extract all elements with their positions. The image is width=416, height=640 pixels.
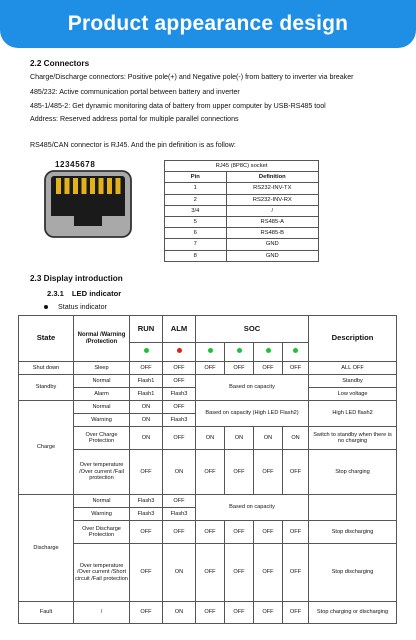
alm-header: ALM (163, 316, 196, 343)
soc-cell: OFF (283, 362, 309, 375)
alm-cell: Flash3 (163, 508, 196, 521)
mode-cell: Over temperature /Over current /Fail protection (74, 450, 130, 495)
description-cell: Low voltage (309, 388, 397, 401)
run-cell: ON (130, 427, 163, 450)
mode-cell: Over Discharge Protection (74, 521, 130, 544)
rj45-pin-numbers: 12345678 (55, 160, 96, 169)
alm-led-icon (177, 348, 182, 353)
state-cell: Shut down (19, 362, 74, 375)
soc-cell: OFF (196, 602, 225, 624)
alm-cell: OFF (163, 375, 196, 388)
description-cell-empty (309, 495, 397, 521)
soc-cell: Based on capacity (196, 375, 309, 401)
table-row (19, 427, 397, 450)
run-cell: OFF (130, 362, 163, 375)
subheading-number: 2.3.1 (47, 289, 64, 298)
alm-cell: OFF (163, 362, 196, 375)
soc-cell: OFF (225, 521, 254, 544)
soc-cell: OFF (196, 544, 225, 602)
soc-cell: ON (283, 427, 309, 450)
soc-led-icon (208, 348, 213, 353)
alm-cell: ON (163, 544, 196, 602)
soc-led-cell (196, 343, 225, 362)
soc-cell: OFF (254, 450, 283, 495)
pin-definition: GND (226, 239, 318, 250)
run-cell: ON (130, 401, 163, 414)
led-indicator-subheading (47, 289, 121, 298)
alm-cell: OFF (163, 495, 196, 508)
alm-cell: OFF (163, 521, 196, 544)
run-cell: ON (130, 414, 163, 427)
bullet-text: Status indicator (58, 303, 107, 311)
run-led-cell (130, 343, 163, 362)
pin-number: 6 (165, 228, 227, 239)
soc-cell: OFF (196, 450, 225, 495)
state-cell: Fault (19, 602, 74, 624)
definition-header: Definition (226, 172, 318, 183)
mode-cell: Warning (74, 508, 130, 521)
soc-led-icon (266, 348, 271, 353)
rj45-socket-icon (44, 170, 132, 238)
mode-cell: Normal (74, 375, 130, 388)
description-header: Description (309, 316, 397, 362)
alm-cell: ON (163, 602, 196, 624)
rj45-note: RS485/CAN connector is RJ45. And the pin definition is as follow: (30, 141, 236, 149)
run-header: RUN (130, 316, 163, 343)
table-row (19, 521, 397, 544)
soc-led-icon (237, 348, 242, 353)
soc-cell: OFF (225, 362, 254, 375)
pin-definition: RS232-INV-TX (226, 183, 318, 194)
soc-cell: OFF (283, 450, 309, 495)
pin-definition: GND (226, 250, 318, 261)
soc-cell: OFF (254, 521, 283, 544)
pin-number: 7 (165, 239, 227, 250)
table-row (19, 544, 397, 602)
soc-cell: OFF (225, 544, 254, 602)
display-heading: 2.3 Display introduction (30, 274, 123, 283)
state-cell: Standby (19, 375, 74, 401)
pin-header: Pin (165, 172, 227, 183)
description-cell: Stop charging or discharging (309, 602, 397, 624)
soc-cell: OFF (283, 521, 309, 544)
run-cell: OFF (130, 602, 163, 624)
run-cell: Flash1 (130, 375, 163, 388)
pin-number: 3/4 (165, 205, 227, 216)
mode-cell: Normal (74, 495, 130, 508)
table-row (19, 375, 397, 388)
soc-cell: OFF (254, 544, 283, 602)
led-status-table (18, 315, 397, 624)
connectors-heading: 2.2 Connectors (30, 59, 90, 68)
connectors-line-4: Address: Reserved address portal for multiple parallel connections (30, 115, 239, 123)
soc-cell: OFF (225, 450, 254, 495)
soc-cell: OFF (283, 544, 309, 602)
subheading-title: LED indicator (71, 289, 122, 298)
pin-number: 1 (165, 183, 227, 194)
description-cell: Stop charging (309, 450, 397, 495)
run-cell: Flash3 (130, 508, 163, 521)
status-indicator-bullet (44, 303, 107, 311)
state-header: State (19, 316, 74, 362)
table-row (19, 495, 397, 508)
soc-cell: OFF (196, 521, 225, 544)
pin-number: 2 (165, 194, 227, 205)
table-row (19, 450, 397, 495)
pin-table-caption: RJ45 (8P8C) socket (165, 161, 319, 172)
connectors-line-1: Charge/Discharge connectors: Positive pole(+) and Negative pole(-) from battery to inverter via breaker (30, 73, 354, 81)
rj45-pin-table (164, 160, 319, 262)
mode-cell: Alarm (74, 388, 130, 401)
soc-cell: ON (225, 427, 254, 450)
mode-cell: Over Charge Protection (74, 427, 130, 450)
soc-cell: OFF (254, 362, 283, 375)
state-cell: Charge (19, 401, 74, 495)
soc-cell: Based on capacity (High LED Flash2) (196, 401, 309, 427)
alm-cell: Flash3 (163, 388, 196, 401)
soc-cell: ON (254, 427, 283, 450)
page-banner (0, 0, 416, 48)
soc-led-cell (283, 343, 309, 362)
soc-cell: OFF (225, 602, 254, 624)
table-row (19, 602, 397, 624)
mode-cell: / (74, 602, 130, 624)
alm-cell: Flash3 (163, 414, 196, 427)
table-row (19, 362, 397, 375)
bullet-icon (44, 305, 48, 309)
run-cell: OFF (130, 521, 163, 544)
soc-cell: OFF (283, 602, 309, 624)
pin-definition: RS485-B (226, 228, 318, 239)
soc-cell: ON (196, 427, 225, 450)
alm-cell: OFF (163, 401, 196, 414)
soc-led-cell (225, 343, 254, 362)
soc-led-cell (254, 343, 283, 362)
run-led-icon (144, 348, 149, 353)
soc-cell: Based on capacity (196, 495, 309, 521)
mode-cell: Warning (74, 414, 130, 427)
description-cell: ALL OFF (309, 362, 397, 375)
alm-cell: ON (163, 450, 196, 495)
description-cell: Switch to standby when there is no charging (309, 427, 397, 450)
description-cell: Stop discharging (309, 521, 397, 544)
mode-cell: Over temperature /Over current /Short circuit /Fail protection (74, 544, 130, 602)
mode-cell: Normal (74, 401, 130, 414)
connectors-line-3: 485-1/485-2: Get dynamic monitoring data of battery from upper computer by USB-RS485 tool (30, 102, 326, 110)
mode-cell: Sleep (74, 362, 130, 375)
pin-definition: / (226, 205, 318, 216)
pin-definition: RS485-A (226, 216, 318, 227)
pin-number: 5 (165, 216, 227, 227)
banner-title: Product appearance design (67, 12, 349, 35)
soc-cell: OFF (254, 602, 283, 624)
soc-cell: OFF (196, 362, 225, 375)
connectors-line-2: 485/232: Active communication portal between battery and inverter (30, 88, 240, 96)
state-cell: Discharge (19, 495, 74, 602)
description-cell: Standby (309, 375, 397, 388)
run-cell: OFF (130, 544, 163, 602)
pin-definition: RS232-INV-RX (226, 194, 318, 205)
alm-cell: OFF (163, 427, 196, 450)
soc-led-icon (293, 348, 298, 353)
run-cell: Flash3 (130, 495, 163, 508)
mode-header: Normal /Warning /Protection (74, 316, 130, 362)
table-row (19, 401, 397, 414)
run-cell: Flash1 (130, 388, 163, 401)
soc-header: SOC (196, 316, 309, 343)
description-cell: Stop discharging (309, 544, 397, 602)
run-cell: OFF (130, 450, 163, 495)
pin-number: 8 (165, 250, 227, 261)
description-cell: High LED flash2 (309, 401, 397, 427)
alm-led-cell (163, 343, 196, 362)
